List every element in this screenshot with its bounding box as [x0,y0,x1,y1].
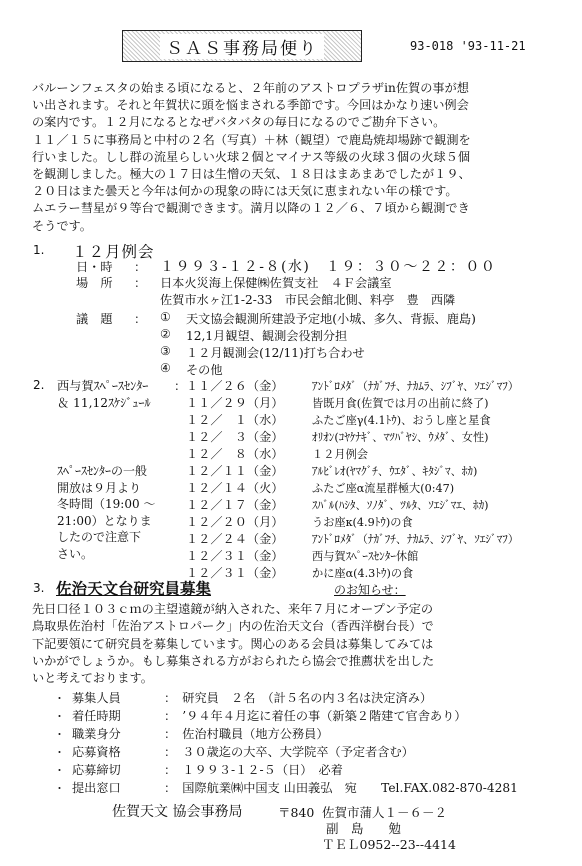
agenda-colon: ： [134,312,147,326]
schedule-event: ふたご座γ(4.1ﾄｳ)、おうし座と星食 [312,414,491,427]
intro-line: ムエラー彗星が９等台で観測できます。満月以降の１２／６、７頃から観測でき [32,201,470,216]
schedule-date: １２／２４（金） [186,532,284,546]
schedule-event: ｱﾝﾄﾞﾛﾒﾀﾞ（ﾅｶﾞﾌﾁ、ﾅｶﾑﾗ、ｼﾌﾞﾔ、ｿｴｼﾞﾏﾌ） [312,533,519,546]
requirement-value: ： １９９３-１２-５（日） 必着 [164,763,343,777]
note-line: したので注意下 [57,530,142,544]
schedule-date: １２／ １（水） [186,413,284,427]
footer-person: 副 島 勉 [326,821,402,836]
body-line: いかがでしょうか。もし募集される方がおられたら協会で推薦状を出した [32,653,435,668]
requirement-value: ： 佐治村職員（地方公務員） [164,727,329,741]
intro-line: バルーンフェスタの始まる頃になると、２年前のアストロプラザin佐賀の事が想 [32,81,469,95]
newsletter-title-box [122,30,362,62]
schedule-event: ふたご座α流星群極大(0:47) [312,482,455,495]
schedule-event: １２月例会 [312,448,368,461]
footer-org: 佐賀天文 協会事務局 [112,804,243,820]
section1-title: １２月例会 [72,243,155,261]
agenda-item: その他 [186,363,223,377]
section3-subtitle: のお知らせ： [334,583,406,597]
schedule-heading: 西与賀ｽﾍﾟｰｽｾﾝﾀｰ [57,379,149,393]
schedule-event: 西与賀ｽﾍﾟｰｽｾﾝﾀｰ休館 [312,550,419,563]
intro-line: を観測しました。極大の１７日は生憎の天気、１８日はまあまあでしたが１９、 [32,167,471,182]
bullet: ・ [54,782,65,795]
section3-title: 佐治天文台研究員募集 [56,579,212,598]
body-line: いと考えております。 [32,671,153,686]
recruitment-body [32,601,434,687]
meeting-datetime: １９９３-１２-８(水) １９：３０～２２：００ [160,259,497,275]
schedule-event: うお座κ(4.9ﾄｳ)の食 [312,516,413,529]
bullet: ・ [54,746,65,759]
intro-line: 行いました。しし群の流星らしい火球２個とマイナス等級の火球３個の火球５個 [32,149,471,164]
section2-number: 2. [33,378,45,392]
datetime-colon: ： [134,260,147,274]
intro-line: そうです。 [32,218,92,233]
schedule-event: 皆既月食(佐賀では月の出前に終了) [312,397,489,410]
requirement-value: ： 研究員 ２名 （計５名の内３名は決定済み） [164,691,433,705]
schedule-date: １２／２０（月） [186,515,284,529]
schedule-event: かに座α(4.3ﾄｳ)の食 [312,567,414,580]
schedule-event: ｵﾘｵﾝ(ｺﾔｹﾅｷﾞ、ﾏﾂﾊﾞﾔｼ、ｳﾒﾀﾞ、女性) [312,431,489,444]
datetime-label: 日・時 [76,260,113,274]
schedule-event: ｱﾙﾋﾞﾚｵ(ﾔﾏｸﾞﾁ、ｳｴﾀﾞ、ｷﾀｼﾞﾏ、ﾎｶ) [312,465,478,478]
agenda-item-num: ① [160,310,171,324]
schedule-date: １１／２６（金） [186,379,284,393]
agenda-item-num: ④ [160,361,171,375]
meeting-address: 佐賀市水ヶ江1-2-33 市民会館北側、料亭 豊 西隣 [160,293,456,307]
section3-number: 3. [33,581,45,595]
body-line: 下記要領にて研究員を募集しています。関心のある会員は募集してみては [32,636,434,651]
schedule-colon: ： [174,379,187,393]
note-line: 冬時間（19:00 ～ [57,497,156,511]
schedule-date: １２／１４（火） [186,481,284,495]
requirement-label: 応募資格 [72,745,121,759]
schedule-date: １２／１１（金） [186,464,284,478]
note-line: さい。 [57,546,94,561]
note-line: 21:00）となりま [57,513,152,528]
requirement-value: ： 国際航業㈱中国支 山田義弘 宛 Tel.FAX.082-870-4281 [164,781,518,795]
schedule-date: １２／ ８（水） [186,447,284,461]
agenda-item-num: ② [160,327,171,341]
intro-line: の案内です。１２月になるとなぜバタバタの毎日になるのでご勘弁下さい。 [32,115,446,130]
agenda-item-num: ③ [160,344,171,358]
schedule-date: １２／ ３（金） [186,430,284,444]
agenda-item: 天文協会観測所建設予定地(小城、多久、背振、鹿島) [186,312,476,326]
requirement-label: 提出窓口 [72,781,121,795]
intro-line: い出されます。それと年賀状に頭を悩まされる季節です。今回はかなり速い例会 [32,98,469,113]
footer-postal-code: 〒840 [278,805,315,820]
agenda-item: １２月観測会(12/11)打ち合わせ [186,346,365,360]
requirement-value: ： ’９４年４月迄に着任の事（新築２階建て官舎あり） [164,709,467,723]
schedule-date: １２／１７（金） [186,498,284,512]
footer-tel: ＴＥＬ0952--23--4414 [322,837,456,852]
schedule-date: １１／２９（月） [186,396,284,410]
place-colon: ： [134,276,147,290]
schedule-date: １２／３１（金） [186,566,284,580]
body-line: 鳥取県佐治村「佐治アストロパーク」内の佐治天文台（香西洋樹台長）で [32,619,434,634]
bullet: ・ [54,710,65,723]
requirement-label: 応募締切 [72,763,121,777]
schedule-event: ｱﾝﾄﾞﾛﾒﾀﾞ（ﾅｶﾞﾌﾁ、ﾅｶﾑﾗ、ｼﾌﾞﾔ、ｿｴｼﾞﾏﾌ） [312,380,519,393]
intro-paragraph [32,80,556,235]
body-line: 先日口径１０３ｃｍの主望遠鏡が納入された、来年７月にオープン予定の [32,602,434,616]
agenda-label: 議 題 [76,312,113,326]
bullet: ・ [54,728,65,741]
intro-line: １１／１５に事務局と中村の２名（写真）＋林（観望）で鹿島焼却場跡で観測を [32,132,471,147]
requirement-label: 着任時期 [72,709,121,723]
space-center-note [57,463,177,562]
footer-address: 佐賀市蒲人１－６－２ [322,805,448,820]
requirement-label: 職業身分 [72,727,121,741]
agenda-item: 12,1月観望、観測会役割分担 [186,329,348,343]
document-number: 93-018 '93-11-21 [410,39,526,53]
requirement-value: ： ３０歳迄の大卒、大学院卒（予定者含む） [164,745,414,759]
schedule-heading-sub: ＆ 11,12ｽｹｼﾞｭｰﾙ [57,396,151,410]
note-line: 開放は９月より [57,480,142,495]
place-label: 場 所 [76,276,113,290]
note-line: ｽﾍﾟｰｽｾﾝﾀｰの一般 [57,464,148,478]
schedule-event: ｽﾊﾞﾙ(ﾊｼﾀ、ｿﾉﾀﾞ、ﾂﾙﾀ、ｿｴｼﾞﾏｴ、ﾎｶ) [312,499,489,512]
intro-line: ２０日はまた曇天と今年は何かの現象の時には天気に恵まれない年の様です。 [32,184,458,199]
section1-number: 1. [33,243,45,257]
requirement-label: 募集人員 [72,691,121,705]
meeting-place: 日本火災海上保健㈱佐賀支社 ４Ｆ会議室 [160,276,392,290]
bullet: ・ [54,692,65,705]
bullet: ・ [54,764,65,777]
schedule-date: １２／３１（金） [186,549,284,563]
newsletter-title: ＳＡＳ事務局便り [160,34,324,59]
